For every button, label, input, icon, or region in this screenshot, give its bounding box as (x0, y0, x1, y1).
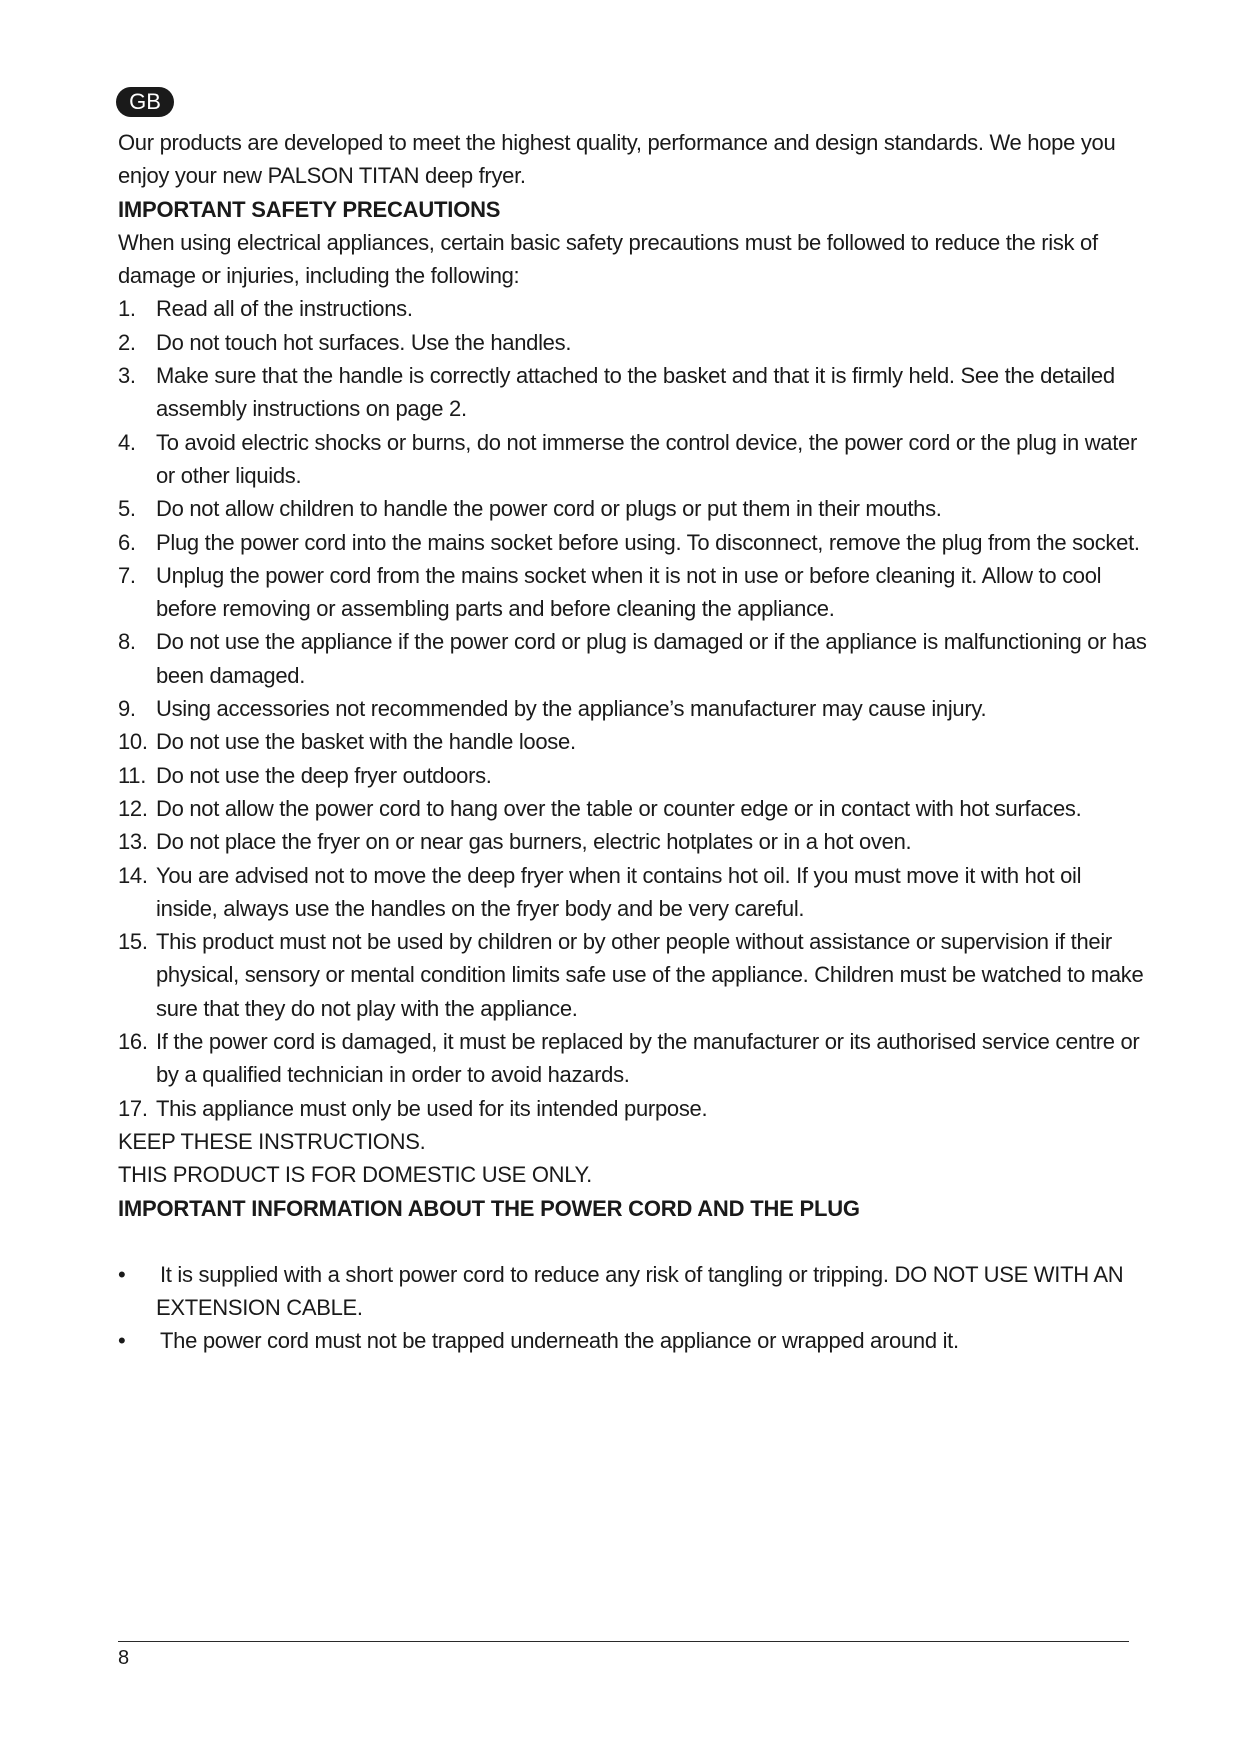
list-item-text: Do not place the fryer on or near gas burners, electric hotplates or in a hot oven. (156, 829, 912, 855)
list-item (118, 825, 1148, 858)
list-item (118, 792, 1148, 825)
list-item (118, 326, 1148, 359)
list-item-text: Do not touch hot surfaces. Use the handles. (156, 329, 572, 355)
list-item-text: Unplug the power cord from the mains socket when it is not in use or before cleaning it. Allow to cool before removing or assembling parts and before cleaning the appliance. (156, 562, 1102, 622)
list-item-text: Do not use the appliance if the power cord or plug is damaged or if the appliance is malfunctioning or has been damaged. (156, 629, 1147, 688)
bullet-icon: • (118, 1261, 126, 1287)
power-cord-heading: IMPORTANT INFORMATION ABOUT THE POWER CORD AND THE PLUG (118, 1195, 860, 1221)
list-item (118, 1092, 1148, 1125)
list-item-number: 12. (118, 795, 148, 821)
list-item (118, 1258, 1148, 1325)
list-item (118, 359, 1148, 426)
list-item-text: You are advised not to move the deep fryer when it contains hot oil. If you must move it with hot oil inside, always use the handles on the fryer body and be very careful. (156, 862, 1082, 921)
list-item-text: Do not use the deep fryer outdoors. (156, 762, 492, 788)
list-item (118, 859, 1148, 926)
list-item-number: 13. (118, 829, 148, 855)
list-item (118, 625, 1148, 692)
list-item-text: Do not allow the power cord to hang over the table or counter edge or in contact with hot surfaces. (156, 795, 1082, 821)
intro-paragraph: Our products are developed to meet the highest quality, performance and design standards. We hope you enjoy your new PALSON TITAN deep fryer. (118, 130, 1116, 189)
list-item-number: 17. (118, 1095, 148, 1121)
list-item-text: This appliance must only be used for its intended purpose. (156, 1095, 708, 1121)
list-item-number: 11. (118, 762, 147, 788)
list-item (118, 426, 1148, 493)
power-cord-list (118, 1258, 1148, 1358)
list-item (118, 692, 1148, 725)
domestic-use-line: THIS PRODUCT IS FOR DOMESTIC USE ONLY. (118, 1162, 592, 1188)
list-item-number: 4. (118, 429, 136, 455)
list-item (118, 559, 1148, 626)
list-item-text: Do not use the basket with the handle loose. (156, 729, 576, 755)
list-item-text: Plug the power cord into the mains socket before using. To disconnect, remove the plug from the socket. (156, 529, 1140, 555)
list-item-number: 6. (118, 529, 136, 555)
safety-intro-paragraph: When using electrical appliances, certain basic safety precautions must be followed to reduce the risk of damage or injuries, including the following: (118, 229, 1098, 289)
footer-divider (118, 1641, 1129, 1642)
list-item-text: Read all of the instructions. (156, 296, 413, 322)
list-item-text: Using accessories not recommended by the appliance’s manufacturer may cause injury. (156, 696, 987, 722)
list-item (118, 1025, 1148, 1092)
list-item (118, 1324, 1148, 1357)
list-item-number: 10. (118, 729, 148, 755)
safety-precautions-list (118, 292, 1148, 1124)
language-badge: GB (116, 87, 174, 117)
list-item-number: 8. (118, 629, 136, 655)
list-item (118, 292, 1148, 325)
list-item-number: 2. (118, 329, 136, 355)
list-item (118, 725, 1148, 758)
bullet-icon: • (118, 1328, 126, 1354)
list-item (118, 925, 1148, 1025)
list-item-text: Make sure that the handle is correctly attached to the basket and that it is firmly held. See the detailed assembly instructions on page 2. (156, 363, 1115, 422)
list-item-text: If the power cord is damaged, it must be replaced by the manufacturer or its authorised service centre or by a qualified technician in order to avoid hazards. (156, 1029, 1140, 1088)
list-item-text: To avoid electric shocks or burns, do not immerse the control device, the power cord or the plug in water or other liquids. (156, 429, 1137, 488)
list-item-number: 1. (118, 296, 136, 322)
keep-instructions-line: KEEP THESE INSTRUCTIONS. (118, 1128, 426, 1154)
list-item-number: 5. (118, 496, 136, 522)
list-item (118, 759, 1148, 792)
list-item-text: Do not allow children to handle the power cord or plugs or put them in their mouths. (156, 496, 942, 522)
list-item-number: 16. (118, 1029, 148, 1055)
list-item-number: 3. (118, 363, 136, 389)
list-item-text: This product must not be used by children or by other people without assistance or supervision if their physical, sensory or mental condition limits safe use of the appliance. Children must be watched to make sure that they do not play with the appliance. (156, 929, 1144, 1021)
page-content (118, 126, 1148, 1358)
safety-heading: IMPORTANT SAFETY PRECAUTIONS (118, 196, 501, 222)
list-item-number: 7. (118, 562, 136, 588)
list-item-text: The power cord must not be trapped underneath the appliance or wrapped around it. (160, 1328, 959, 1354)
list-item-number: 14. (118, 862, 148, 888)
list-item (118, 492, 1148, 525)
list-item-text: It is supplied with a short power cord to reduce any risk of tangling or tripping. DO NOT USE WITH AN EXTENSION CABLE. (156, 1261, 1124, 1321)
list-item (118, 526, 1148, 559)
page-number: 8 (118, 1647, 130, 1669)
list-item-number: 15. (118, 929, 148, 955)
list-item-number: 9. (118, 696, 136, 722)
